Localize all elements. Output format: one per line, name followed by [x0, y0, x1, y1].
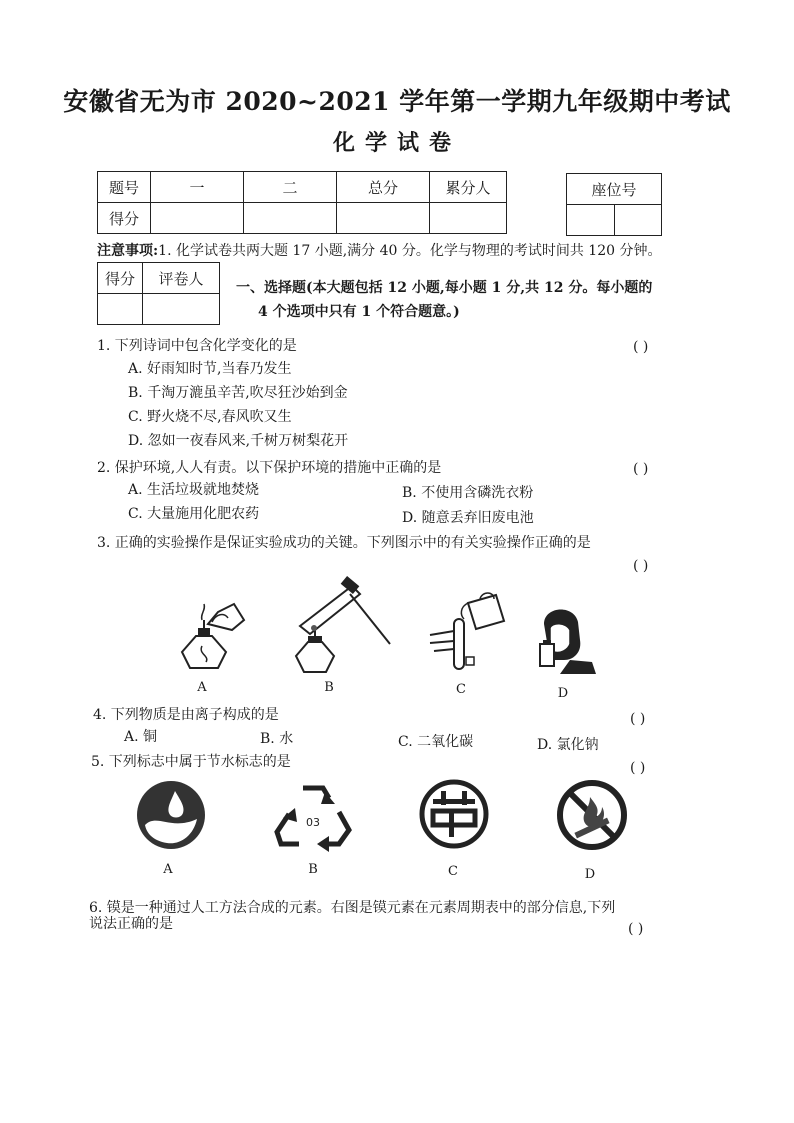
grader-header: 得分: [98, 263, 143, 294]
recycle-code: 03: [306, 816, 320, 829]
grader-header: 评卷人: [143, 263, 220, 294]
q4-option-c: C. 二氧化碳: [398, 734, 474, 750]
question-2-stem: 2. 保护环境,人人有责。以下保护环境的措施中正确的是: [97, 460, 442, 476]
energy-saving-icon: [419, 779, 489, 849]
q2-option-c: C. 大量施用化肥农药: [128, 506, 260, 522]
notice: [97, 240, 661, 260]
figure-3b-dropper: [290, 580, 400, 680]
figure-3b-label: B: [324, 680, 334, 695]
notice-text: 1. 化学试卷共两大题 17 小题,满分 40 分。化学与物理的考试时间共 120 分钟。: [158, 243, 662, 259]
question-6-stem-line1: 6. 镆是一种通过人工方法合成的元素。右图是镆元素在元素周期表中的部分信息,下列: [89, 900, 616, 916]
figure-3d-smelling: [530, 600, 600, 675]
seat-table: [566, 173, 662, 236]
question-4-stem: 4. 下列物质是由离子构成的是: [93, 707, 279, 723]
figure-5a-label: A: [163, 862, 173, 877]
section-one-title: [236, 276, 686, 324]
q2-option-d: D. 随意丢弃旧废电池: [402, 510, 534, 526]
answer-paren-2[interactable]: ( ): [633, 461, 649, 477]
q4-option-d: D. 氯化钠: [537, 737, 599, 753]
score-cell[interactable]: [337, 203, 430, 234]
score-cell[interactable]: [244, 203, 337, 234]
score-row-label: 得分: [98, 203, 151, 234]
answer-paren-1[interactable]: ( ): [633, 339, 649, 355]
answer-paren-6[interactable]: ( ): [628, 921, 644, 937]
score-table: [97, 171, 507, 234]
figure-3c-pouring: [420, 585, 510, 675]
q4-option-a: A. 铜: [124, 729, 158, 745]
section-one-line1: 一、选择题(本大题包括 12 小题,每小题 1 分,共 12 分。每小题的: [236, 280, 653, 296]
figure-5c-label: C: [448, 864, 458, 879]
score-table-header: 题号: [98, 172, 151, 203]
water-saving-icon: [135, 779, 207, 851]
q2-option-b: B. 不使用含磷洗衣粉: [402, 485, 534, 501]
score-table-header: 总分: [337, 172, 430, 203]
q1-option-d: D. 忽如一夜春风来,千树万树梨花开: [128, 433, 349, 449]
exam-title: 安徽省无为市 2020~2021 学年第一学期九年级期中考试: [63, 87, 731, 116]
score-table-header: 二: [244, 172, 337, 203]
score-table-header: 一: [151, 172, 244, 203]
figure-3a-label: A: [197, 680, 207, 695]
figure-5d-label: D: [584, 867, 596, 882]
notice-label: 注意事项:: [97, 243, 159, 259]
grader-table: [97, 262, 220, 325]
q1-option-a: A. 好雨知时节,当春乃发生: [128, 361, 292, 377]
seat-cell[interactable]: [614, 205, 662, 236]
figure-3c-label: C: [456, 682, 466, 697]
q2-option-a: A. 生活垃圾就地焚烧: [128, 482, 260, 498]
seat-cell[interactable]: [567, 205, 615, 236]
recycle-icon: [273, 778, 353, 852]
grader-cell[interactable]: [98, 294, 143, 325]
score-cell[interactable]: [151, 203, 244, 234]
figure-5b-label: B: [308, 862, 318, 877]
answer-paren-5[interactable]: ( ): [630, 760, 646, 776]
question-5-stem: 5. 下列标志中属于节水标志的是: [91, 754, 291, 770]
answer-paren-4[interactable]: ( ): [630, 711, 646, 727]
score-cell[interactable]: [430, 203, 507, 234]
question-6-stem-line2: 说法正确的是: [89, 916, 173, 932]
figure-3d-label: D: [557, 686, 569, 701]
exam-subtitle: 化学试卷: [332, 130, 461, 156]
q1-option-b: B. 千淘万漉虽辛苦,吹尽狂沙始到金: [128, 385, 348, 401]
answer-paren-3[interactable]: ( ): [633, 558, 649, 574]
q1-option-c: C. 野火烧不尽,春风吹又生: [128, 409, 292, 425]
grader-cell[interactable]: [143, 294, 220, 325]
section-one-line2: 4 个选项中只有 1 个符合题意。): [258, 304, 460, 320]
score-table-header: 累分人: [430, 172, 507, 203]
question-1-stem: 1. 下列诗词中包含化学变化的是: [97, 338, 297, 354]
seat-label: 座位号: [567, 174, 662, 205]
q4-option-b: B. 水: [260, 731, 294, 747]
figure-3a-lighting-lamp: [172, 600, 252, 680]
no-fire-icon: [556, 779, 628, 851]
question-3-stem: 3. 正确的实验操作是保证实验成功的关键。下列图示中的有关实验操作正确的是: [97, 535, 591, 551]
